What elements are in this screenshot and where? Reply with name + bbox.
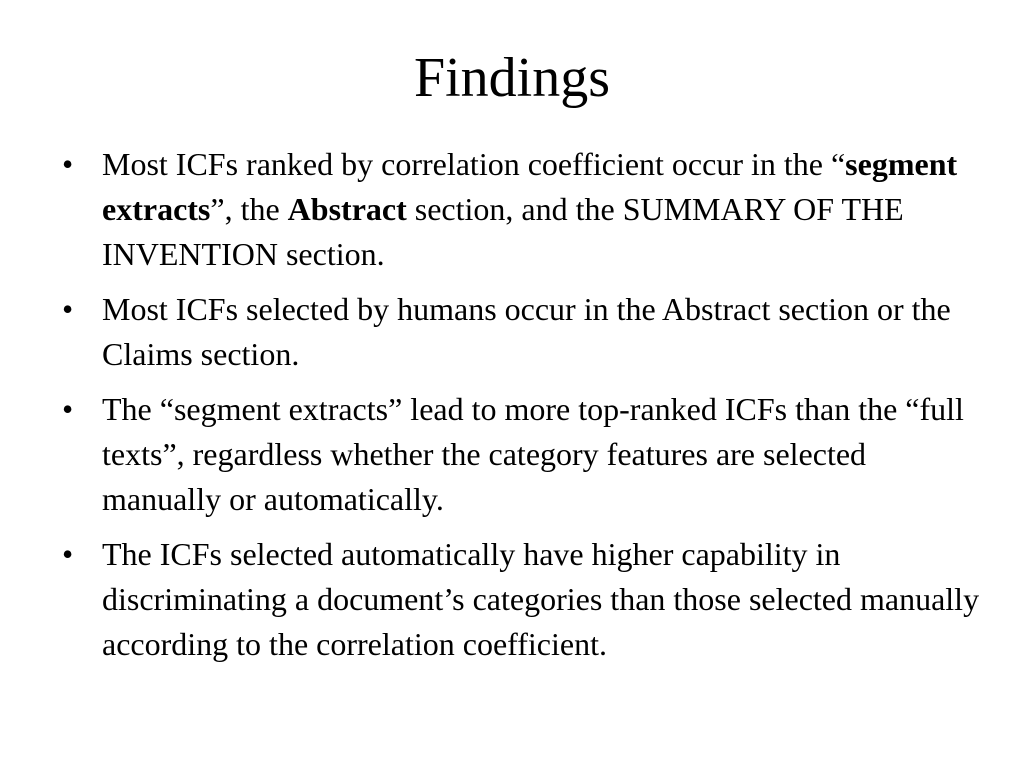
bullet-text-1c: ”, the (210, 191, 288, 227)
bullet-item-4 (60, 532, 990, 667)
bullet-text-2: Most ICFs selected by humans occur in the Abstract section or the Claims section. (102, 291, 951, 372)
bullet-list (60, 142, 990, 677)
bullet-item-2 (60, 287, 990, 377)
bullet-text-1a: Most ICFs ranked by correlation coefficient occur in the “ (102, 146, 846, 182)
bullet-point-icon: • (62, 536, 74, 572)
bullet-text-1e: section, and the SUMMARY OF THE INVENTION section. (102, 191, 904, 272)
slide-title: Findings (413, 47, 611, 109)
bullet-text-1-bold-segment-extracts: segment extracts (102, 146, 958, 227)
bullet-item-3 (60, 387, 990, 522)
bullet-text-3: The “segment extracts” lead to more top-ranked ICFs than the “full texts”, regardless whether the category features are selected manually or automatically. (102, 391, 964, 517)
bullet-text-4: The ICFs selected automatically have higher capability in discriminating a document’s categories than those selected manually according to the correlation coefficient. (102, 536, 980, 662)
bullet-text-1-bold-abstract: Abstract (287, 191, 407, 227)
bullet-item-1 (60, 142, 990, 277)
bullet-point-icon: • (62, 146, 74, 182)
bullet-point-icon: • (62, 291, 74, 327)
bullet-point-icon: • (62, 391, 74, 427)
